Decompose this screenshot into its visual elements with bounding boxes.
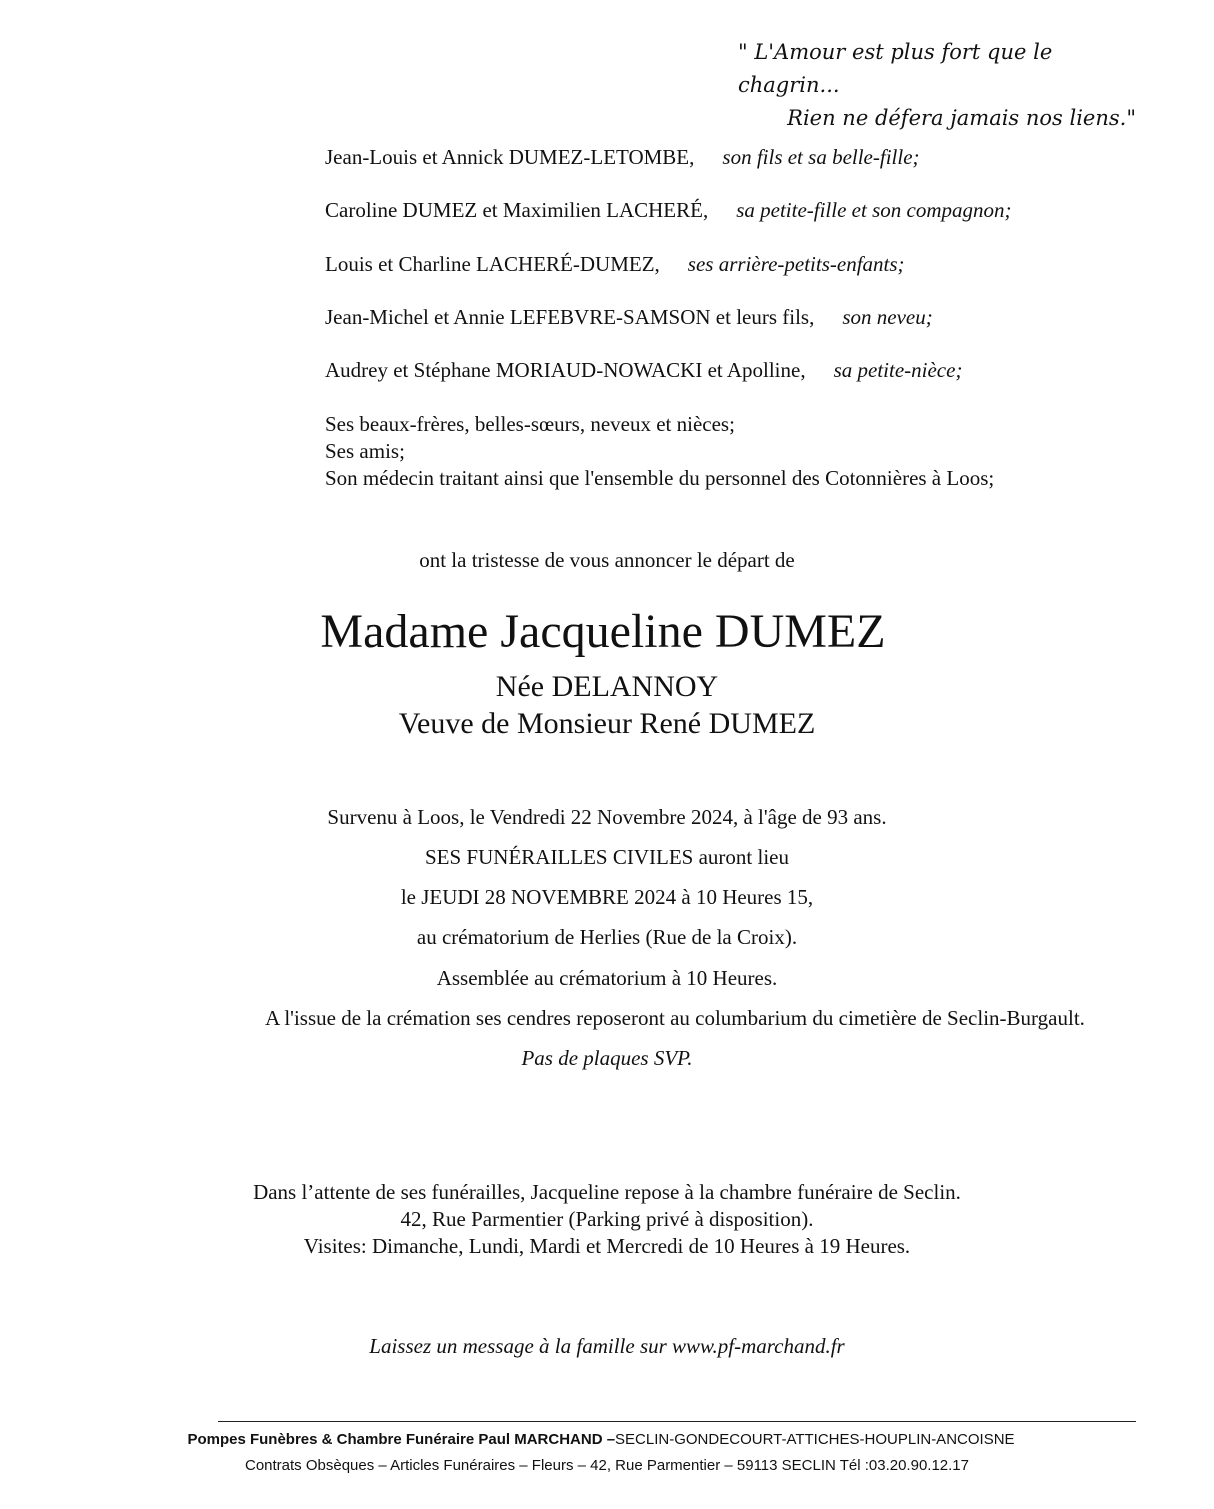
wake-line: Dans l’attente de ses funérailles, Jacqueline repose à la chambre funéraire de Seclin. <box>253 1180 961 1204</box>
deceased-maiden-name: Née DELANNOY <box>495 670 719 703</box>
footer-company-line <box>0 1431 1208 1448</box>
family-names: Jean-Louis et Annick DUMEZ-LETOMBE, <box>325 145 695 169</box>
epigraph-quote <box>600 36 1140 135</box>
quote-line-1: " L'Amour est plus fort que le chagrin... <box>738 40 1053 97</box>
family-row <box>325 358 962 383</box>
family-names: Louis et Charline LACHERÉ-DUMEZ, <box>325 252 660 276</box>
mourner-line: Son médecin traitant ainsi que l'ensemble du personnel des Cotonnières à Loos; <box>325 466 995 490</box>
detail-note: Pas de plaques SVP. <box>521 1046 693 1070</box>
wake-line: 42, Rue Parmentier (Parking privé à disposition). <box>400 1207 814 1231</box>
detail-line: le JEUDI 28 NOVEMBRE 2024 à 10 Heures 15, <box>400 885 814 909</box>
deceased-widow-of: Veuve de Monsieur René DUMEZ <box>398 707 816 740</box>
family-row <box>325 305 933 330</box>
other-mourners <box>325 411 994 492</box>
mourner-line: Ses amis; <box>325 439 405 463</box>
family-row <box>325 252 905 277</box>
detail-line: Survenu à Loos, le Vendredi 22 Novembre 2024, à l'âge de 93 ans. <box>327 805 887 829</box>
family-relation: ses arrière-petits-enfants; <box>687 252 905 276</box>
family-names: Jean-Michel et Annie LEFEBVRE-SAMSON et leurs fils, <box>325 305 815 329</box>
message-invite: Laissez un message à la famille sur www.pf-marchand.fr <box>369 1334 845 1358</box>
family-names: Caroline DUMEZ et Maximilien LACHERÉ, <box>325 198 709 222</box>
family-relation: son neveu; <box>842 305 933 329</box>
footer-towns: SECLIN-GONDECOURT-ATTICHES-HOUPLIN-ANCOISNE <box>615 1431 1015 1448</box>
mourner-line: Ses beaux-frères, belles-sœurs, neveux et nièces; <box>325 412 735 436</box>
wake-line: Visites: Dimanche, Lundi, Mardi et Mercredi de 10 Heures à 19 Heures. <box>303 1234 911 1258</box>
quote-line-2: Rien ne défera jamais nos liens." <box>787 106 1136 130</box>
family-relation: son fils et sa belle-fille; <box>722 145 920 169</box>
announcement: ont la tristesse de vous annoncer le départ de <box>419 548 795 572</box>
family-relation: sa petite-fille et son compagnon; <box>736 198 1012 222</box>
footer-divider <box>218 1421 1136 1422</box>
detail-line: A l'issue de la crémation ses cendres reposeront au columbarium du cimetière de Seclin-Burgault. <box>265 1006 1085 1030</box>
family-row <box>325 145 920 170</box>
family-row <box>325 198 1011 223</box>
footer-company: Pompes Funèbres & Chambre Funéraire Paul MARCHAND – <box>187 1431 616 1448</box>
detail-line: au crématorium de Herlies (Rue de la Croix). <box>416 925 798 949</box>
detail-line: Assemblée au crématorium à 10 Heures. <box>436 966 778 990</box>
family-relation: sa petite-nièce; <box>833 358 963 382</box>
deceased-name: Madame Jacqueline DUMEZ <box>320 605 886 658</box>
family-names: Audrey et Stéphane MORIAUD-NOWACKI et Apolline, <box>325 358 806 382</box>
detail-line: SES FUNÉRAILLES CIVILES auront lieu <box>425 845 789 869</box>
footer-contact-line: Contrats Obsèques – Articles Funéraires – Fleurs – 42, Rue Parmentier – 59113 SECLIN Tél :03.20.90.12.17 <box>244 1457 969 1474</box>
